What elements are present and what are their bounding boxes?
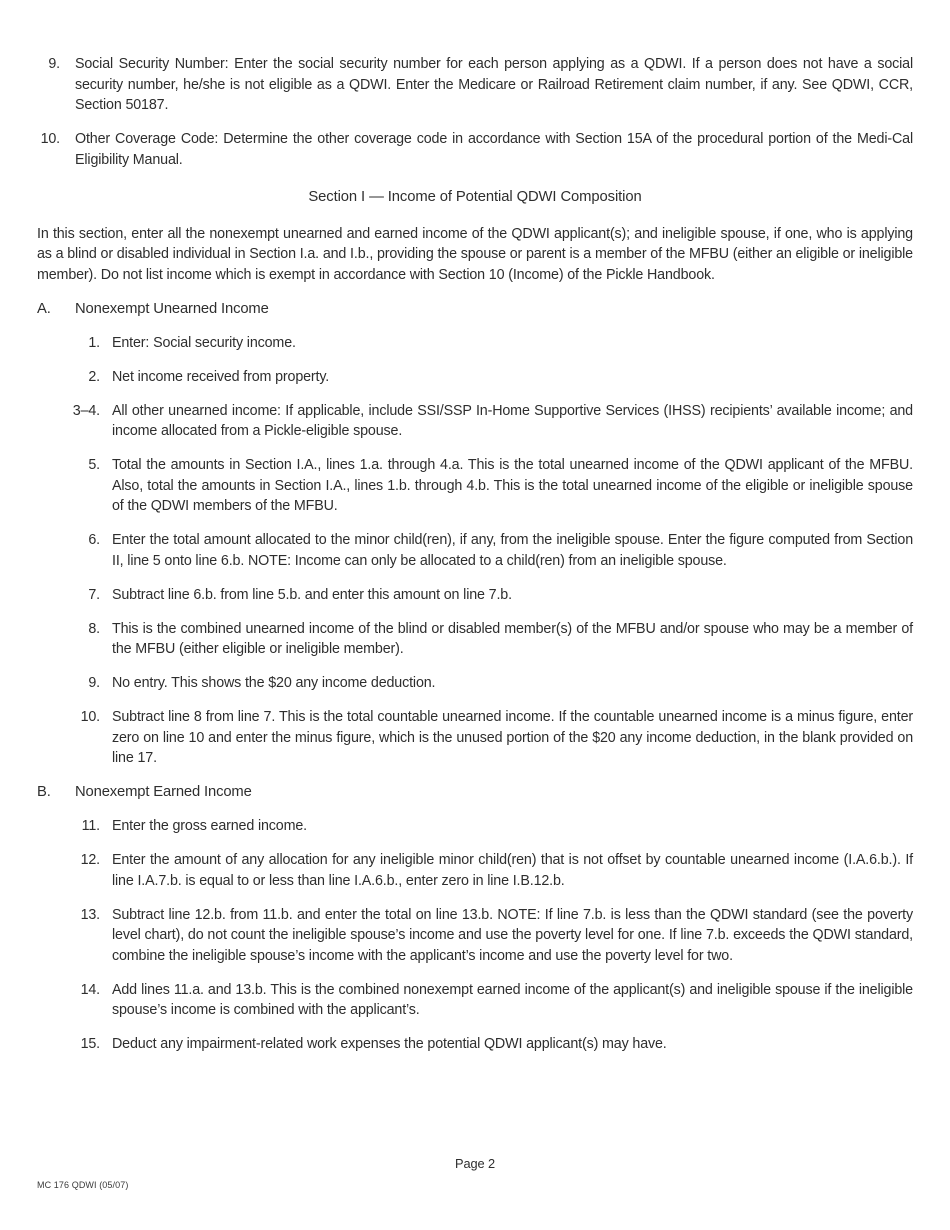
section-title: Nonexempt Earned Income [75,784,252,800]
list-item-11 [75,816,913,837]
item-text: Enter: Social security income. [112,334,296,351]
item-number: 11. [81,818,100,834]
item-number: 10. [80,709,100,725]
list-item-9 [75,673,913,694]
item-text: Add lines 11.a. and 13.b. This is the combined nonexempt earned income of the applicant(s) and ineligible spouse if the ineligible spouse’s income is combined with the applicant’s. [112,981,913,1018]
item-text: Enter the gross earned income. [112,818,307,834]
section-b-heading [37,782,913,803]
list-item-12 [75,850,913,891]
item-text: Total the amounts in Section I.A., lines 1.a. through 4.a. This is the total unearned income of the QDWI applicant of the MFBU. Also, total the amounts in Section I.A., lines 1.b. through 4.b. This is the total unearned income of the eligible or ineligible spouse of the QDWI members of the MFBU. [112,457,913,514]
item-number: 6. [88,532,100,548]
item-text: Social Security Number: Enter the social security number for each person applying as a QDWI. If a person does not have a social security number, he/she is not eligible as a QDWI. Enter the Medicare or Railroad Retirement claim number, if any. See QDWI, CCR, Section 50187. [75,56,913,113]
section-heading: Section I — Income of Potential QDWI Composition [308,189,642,205]
list-item-7 [75,585,913,606]
section-letter: B. [37,784,51,800]
item-number: 7. [88,586,100,603]
item-text: Subtract line 6.b. from line 5.b. and enter this amount on line 7.b. [112,586,512,603]
list-item-8 [75,619,913,660]
section-letter: A. [37,300,51,317]
item-number: 3–4. [72,402,100,419]
intro-paragraph: In this section, enter all the nonexempt unearned and earned income of the QDWI applicant(s); and ineligible spouse, if one, who is applying as a blind or disabled individual in Section I.a. and I.b., providing the spouse or parent is a member of the MFBU (either an eligible or ineligible member). Do not list income which is exempt in accordance with Section 10 (Income) of the Pickle Handbook. [37,225,913,283]
item-text: Subtract line 12.b. from 11.b. and enter the total on line 13.b. NOTE: If line 7.b. is less than the QDWI standard (see the poverty level chart), do not count the ineligible spouse’s income and use the poverty level for one. If line 7.b. exceeds the QDWI standard, combine the ineligible spouse’s income with the applicant’s income and use the poverty level for two. [112,906,913,964]
item-text: Subtract line 8 from line 7. This is the total countable unearned income. If the countable unearned income is a minus figure, enter zero on line 10 and enter the minus figure, which is the unused portion of the $20 any income deduction, in the blank provided on line 17. [112,709,913,766]
item-number: 15. [80,1036,100,1052]
item-number: 9. [48,56,60,72]
item-number: 2. [88,368,100,385]
item-number: 14. [80,981,100,998]
item-text: All other unearned income: If applicable, include SSI/SSP In-Home Supportive Services (IHSS) recipients’ available income; and income allocated from a Pickle-eligible spouse. [112,402,913,439]
item-text: Other Coverage Code: Determine the other coverage code in accordance with Section 15A of the procedural portion of the Medi-Cal Eligibility Manual. [75,131,913,168]
item-number: 5. [88,457,100,473]
list-item-5 [75,455,913,517]
item-text: No entry. This shows the $20 any income deduction. [112,675,436,691]
item-number: 13. [80,906,100,923]
item-text: This is the combined unearned income of the blind or disabled member(s) of the MFBU and/or spouse who may be a member of the MFBU (either eligible or ineligible member). [112,620,913,657]
list-item-3-4 [72,401,913,442]
list-item-14 [75,980,913,1021]
list-item-1 [75,333,913,354]
section-a-heading [37,299,913,320]
item-number: 10. [40,131,60,147]
list-item-10 [75,707,913,769]
list-item-15 [75,1034,913,1055]
section-title: Nonexempt Unearned Income [75,300,269,317]
instruction-item-10 [37,129,913,170]
item-number: 8. [88,620,100,637]
page-number: Page 2 [455,1156,495,1171]
item-text: Deduct any impairment-related work expenses the potential QDWI applicant(s) may have. [112,1036,667,1052]
instruction-item-9 [37,54,913,116]
list-item-2 [75,367,913,388]
list-item-13 [75,905,913,967]
list-item-6 [75,530,913,571]
item-text: Net income received from property. [112,368,330,385]
item-text: Enter the amount of any allocation for any ineligible minor child(ren) that is not offset by countable unearned income (I.A.6.b.). If line I.A.7.b. is equal to or less than line I.A.6.b., enter zero in line I.B.12.b. [112,852,913,889]
item-number: 9. [88,675,100,691]
form-number: MC 176 QDWI (05/07) [37,1180,129,1190]
item-text: Enter the total amount allocated to the minor child(ren), if any, from the ineligible spouse. Enter the figure computed from Section II, line 5 onto line 6.b. NOTE: Income can only be allocated to a child(ren) from an ineligible spouse. [112,532,913,569]
item-number: 1. [88,334,100,351]
item-number: 12. [80,852,100,868]
